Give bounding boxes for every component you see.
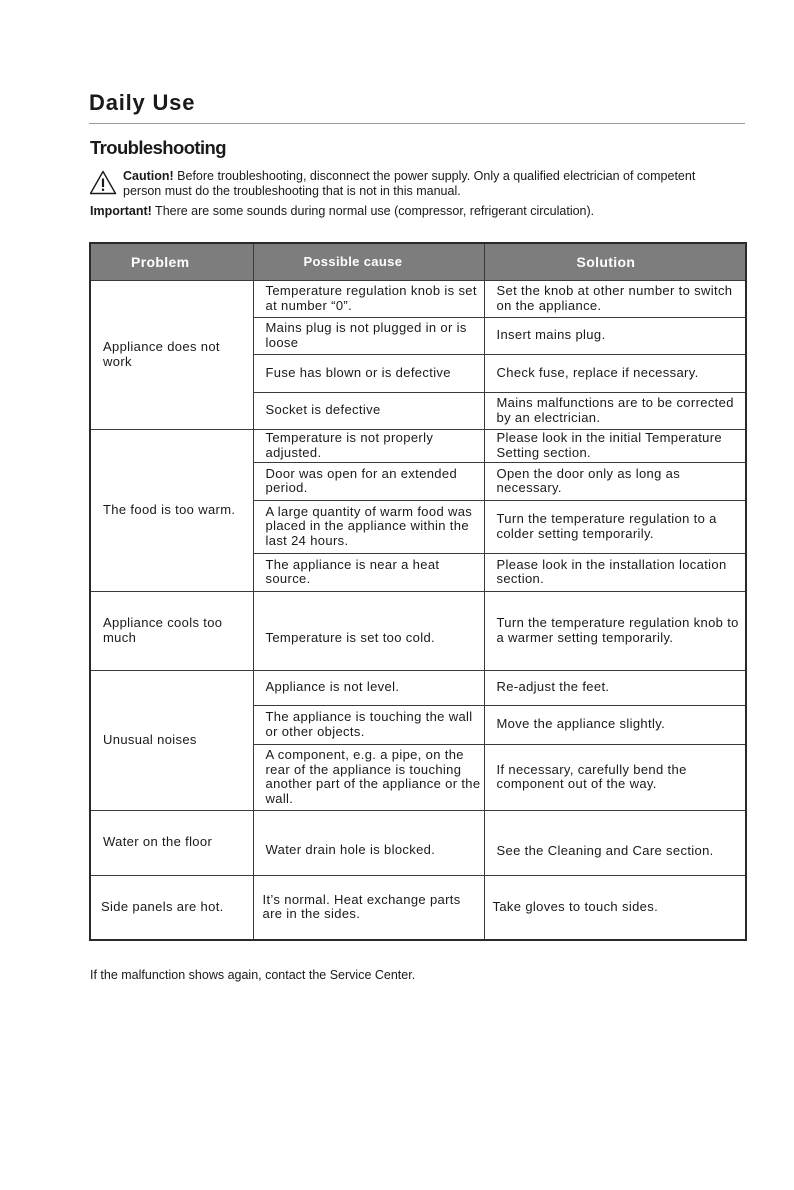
troubleshooting-table <box>89 242 747 941</box>
cause-cell: Temperature is not properly adjusted. <box>253 429 484 462</box>
important-notice <box>90 204 594 219</box>
cause-cell: The appliance is near a heat source. <box>253 553 484 591</box>
table-row <box>90 429 746 462</box>
solution-cell: Please look in the installation location section. <box>484 553 746 591</box>
table-row <box>90 875 746 940</box>
solution-cell: Take gloves to touch sides. <box>484 875 746 940</box>
table-row <box>90 670 746 705</box>
cause-cell: It’s normal. Heat exchange parts are in the sides. <box>253 875 484 940</box>
solution-cell: Open the door only as long as necessary. <box>484 462 746 500</box>
solution-cell: Please look in the initial Temperature Setting section. <box>484 429 746 462</box>
cause-cell: Door was open for an extended period. <box>253 462 484 500</box>
problem-cell: Appliance cools too much <box>90 591 253 670</box>
caution-label: Caution! <box>123 169 174 183</box>
cause-cell: Socket is defective <box>253 392 484 429</box>
solution-cell: Check fuse, replace if necessary. <box>484 354 746 392</box>
cause-cell: Appliance is not level. <box>253 670 484 705</box>
cause-cell: The appliance is touching the wall or other objects. <box>253 705 484 744</box>
caution-text: Before troubleshooting, disconnect the power supply. Only a qualified electrician of competent person must do the troubleshooting that is not in this manual. <box>123 169 696 198</box>
cause-cell: Temperature is set too cold. <box>253 591 484 670</box>
header-problem: Problem <box>90 243 253 280</box>
title-divider <box>89 123 745 124</box>
solution-cell: Turn the temperature regulation to a colder setting temporarily. <box>484 500 746 553</box>
section-title: Troubleshooting <box>90 137 226 158</box>
solution-cell: Mains malfunctions are to be corrected by an electrician. <box>484 392 746 429</box>
solution-cell: Turn the temperature regulation knob to a warmer setting temporarily. <box>484 591 746 670</box>
table-row <box>90 591 746 670</box>
footer-note: If the malfunction shows again, contact the Service Center. <box>90 968 416 982</box>
problem-cell: Unusual noises <box>90 670 253 810</box>
solution-cell: Insert mains plug. <box>484 317 746 354</box>
important-text: There are some sounds during normal use (compressor, refrigerant circulation). <box>151 204 595 218</box>
cause-cell: Mains plug is not plugged in or is loose <box>253 317 484 354</box>
cause-cell: A component, e.g. a pipe, on the rear of the appliance is touching another part of the appliance or the wall. <box>253 744 484 810</box>
cause-cell: A large quantity of warm food was placed in the appliance within the last 24 hours. <box>253 500 484 553</box>
page-title: Daily Use <box>89 90 196 115</box>
solution-cell: Re-adjust the feet. <box>484 670 746 705</box>
problem-cell: The food is too warm. <box>90 429 253 591</box>
important-label: Important! <box>90 204 152 218</box>
header-solution: Solution <box>484 243 746 280</box>
table-row <box>90 280 746 317</box>
solution-cell: Move the appliance slightly. <box>484 705 746 744</box>
solution-cell: See the Cleaning and Care section. <box>484 810 746 875</box>
problem-cell: Water on the floor <box>90 810 253 875</box>
cause-cell: Water drain hole is blocked. <box>253 810 484 875</box>
problem-cell: Side panels are hot. <box>90 875 253 940</box>
cause-cell: Temperature regulation knob is set at number “0”. <box>253 280 484 317</box>
caution-notice <box>123 169 733 198</box>
cause-cell: Fuse has blown or is defective <box>253 354 484 392</box>
warning-triangle-icon <box>89 170 117 195</box>
problem-cell: Appliance does not work <box>90 280 253 429</box>
table-header-row <box>90 243 746 280</box>
header-cause: Possible cause <box>253 243 484 280</box>
solution-cell: If necessary, carefully bend the component out of the way. <box>484 744 746 810</box>
solution-cell: Set the knob at other number to switch on the appliance. <box>484 280 746 317</box>
table-row <box>90 810 746 875</box>
